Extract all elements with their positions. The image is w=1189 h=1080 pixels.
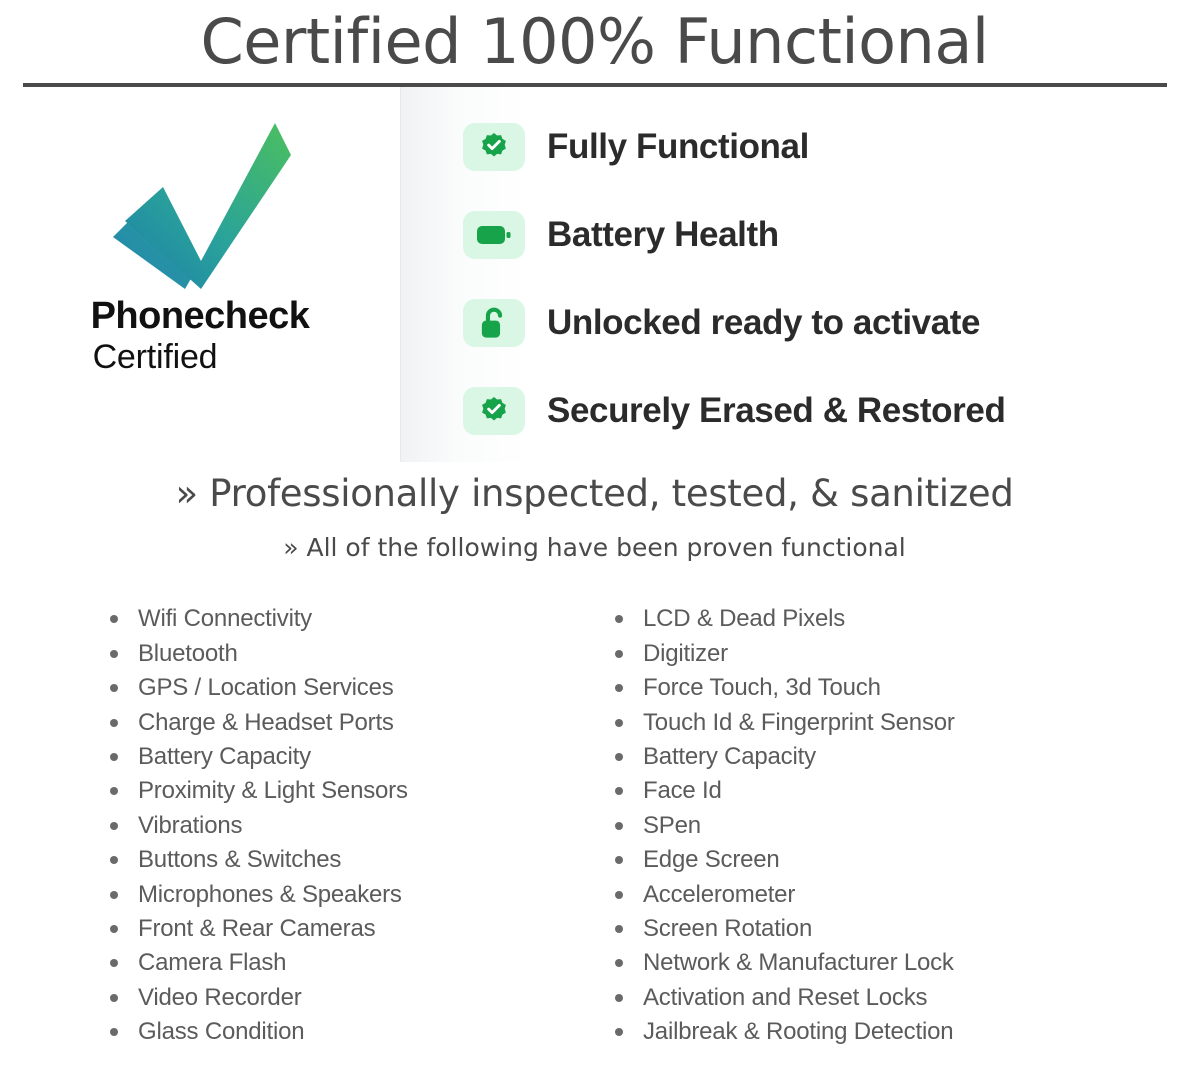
list-item xyxy=(615,809,1120,843)
list-item-label: Network & Manufacturer Lock xyxy=(643,949,954,977)
list-item xyxy=(110,602,615,636)
list-item xyxy=(615,637,1120,671)
bullet-icon xyxy=(615,719,623,727)
list-item xyxy=(615,877,1120,911)
header xyxy=(0,0,1189,87)
verified-badge-icon xyxy=(463,123,525,171)
logo-column xyxy=(0,87,400,462)
list-item-label: Microphones & Speakers xyxy=(138,880,402,908)
list-item xyxy=(615,774,1120,808)
page-title: Certified 100% Functional xyxy=(200,5,989,78)
list-item xyxy=(110,877,615,911)
feature-row xyxy=(401,103,1189,191)
list-item xyxy=(615,602,1120,636)
list-item xyxy=(615,671,1120,705)
list-item-label: Touch Id & Fingerprint Sensor xyxy=(643,708,955,736)
list-item xyxy=(110,1015,615,1049)
list-item xyxy=(110,843,615,877)
feature-label: Fully Functional xyxy=(547,127,809,167)
list-item-label: GPS / Location Services xyxy=(138,674,394,702)
brand-block xyxy=(91,295,310,377)
list-item xyxy=(615,843,1120,877)
verified-badge-icon xyxy=(463,387,525,435)
bullet-icon xyxy=(110,856,118,864)
checklist xyxy=(0,602,1189,1049)
bullet-icon xyxy=(615,787,623,795)
bullet-icon xyxy=(615,822,623,830)
list-item xyxy=(110,671,615,705)
list-item-label: Activation and Reset Locks xyxy=(643,983,928,1011)
bullet-icon xyxy=(110,615,118,623)
bullet-icon xyxy=(110,891,118,899)
tagline-secondary: » All of the following have been proven functional xyxy=(283,533,906,563)
battery-icon xyxy=(463,211,525,259)
list-item-label: Battery Capacity xyxy=(643,743,816,771)
list-item xyxy=(615,1015,1120,1049)
list-item-label: Face Id xyxy=(643,777,722,805)
list-item xyxy=(615,740,1120,774)
bullet-icon xyxy=(110,959,118,967)
list-item-label: Digitizer xyxy=(643,639,728,667)
list-item-label: Video Recorder xyxy=(138,983,302,1011)
tagline-primary: » Professionally inspected, tested, & sanitized xyxy=(175,472,1014,516)
bullet-icon xyxy=(615,925,623,933)
brand-subtitle: Certified xyxy=(92,338,218,377)
bullet-icon xyxy=(615,650,623,658)
list-item-label: Force Touch, 3d Touch xyxy=(643,674,881,702)
bullet-icon xyxy=(110,994,118,1002)
list-item xyxy=(615,705,1120,739)
list-item xyxy=(110,705,615,739)
list-item-label: Camera Flash xyxy=(138,949,287,977)
list-item xyxy=(615,981,1120,1015)
list-item-label: Accelerometer xyxy=(643,880,796,908)
list-item-label: Charge & Headset Ports xyxy=(138,708,394,736)
feature-row xyxy=(401,279,1189,367)
bullet-icon xyxy=(110,684,118,692)
checklist-column-right xyxy=(615,602,1120,1049)
feature-label: Securely Erased & Restored xyxy=(547,391,1006,431)
list-item xyxy=(110,809,615,843)
unlocked-padlock-icon xyxy=(463,299,525,347)
list-item xyxy=(615,912,1120,946)
list-item xyxy=(615,946,1120,980)
badge-section xyxy=(0,87,1189,462)
bullet-icon xyxy=(615,615,623,623)
list-item-label: Wifi Connectivity xyxy=(138,605,312,633)
bullet-icon xyxy=(110,753,118,761)
brand-name: Phonecheck xyxy=(90,295,310,338)
bullet-icon xyxy=(615,856,623,864)
features-column xyxy=(400,87,1189,462)
list-item xyxy=(110,774,615,808)
list-item-label: Edge Screen xyxy=(643,846,780,874)
list-item-label: Jailbreak & Rooting Detection xyxy=(643,1018,954,1046)
bullet-icon xyxy=(615,891,623,899)
list-item xyxy=(110,946,615,980)
bullet-icon xyxy=(110,1028,118,1036)
list-item-label: Vibrations xyxy=(138,811,243,839)
list-item-label: Bluetooth xyxy=(138,639,238,667)
bullet-icon xyxy=(615,994,623,1002)
list-item xyxy=(110,740,615,774)
list-item-label: Battery Capacity xyxy=(138,743,311,771)
bullet-icon xyxy=(110,925,118,933)
checklist-column-left xyxy=(110,602,615,1049)
list-item xyxy=(110,981,615,1015)
list-item xyxy=(110,637,615,671)
bullet-icon xyxy=(110,719,118,727)
bullet-icon xyxy=(110,650,118,658)
bullet-icon xyxy=(615,959,623,967)
bullet-icon xyxy=(615,684,623,692)
list-item-label: Glass Condition xyxy=(138,1018,305,1046)
bullet-icon xyxy=(110,822,118,830)
feature-label: Battery Health xyxy=(547,215,779,255)
list-item-label: Buttons & Switches xyxy=(138,846,342,874)
bullet-icon xyxy=(615,1028,623,1036)
list-item-label: LCD & Dead Pixels xyxy=(643,605,846,633)
blue-green-checkmark-icon xyxy=(105,109,295,289)
list-item-label: Screen Rotation xyxy=(643,915,813,942)
feature-row xyxy=(401,191,1189,279)
feature-row xyxy=(401,367,1189,455)
bullet-icon xyxy=(110,787,118,795)
list-item xyxy=(110,912,615,946)
feature-label: Unlocked ready to activate xyxy=(547,303,981,343)
bullet-icon xyxy=(615,753,623,761)
list-item-label: SPen xyxy=(643,811,701,839)
list-item-label: Proximity & Light Sensors xyxy=(138,777,408,805)
list-item-label: Front & Rear Cameras xyxy=(138,915,376,942)
